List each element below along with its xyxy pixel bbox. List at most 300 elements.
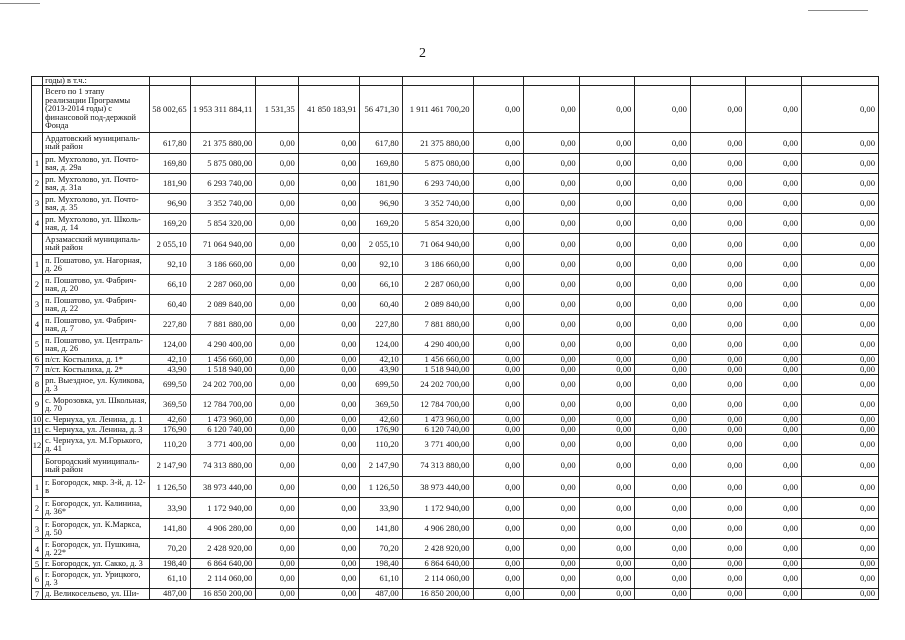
row-name-cell: Богородский муниципаль-ный район <box>43 455 150 477</box>
value-cell: 0,00 <box>635 455 691 477</box>
value-cell: 0,00 <box>635 133 691 154</box>
value-cell: 0,00 <box>524 315 580 335</box>
table-row <box>32 415 879 425</box>
value-cell: 7 881 880,00 <box>402 315 473 335</box>
value-cell: 0,00 <box>635 214 691 234</box>
value-cell: 0,00 <box>635 375 691 395</box>
value-cell: 0,00 <box>690 589 746 599</box>
value-cell: 0,00 <box>579 455 635 477</box>
value-cell: 0,00 <box>256 395 298 415</box>
value-cell: 5 854 320,00 <box>190 214 256 234</box>
value-cell: 0,00 <box>746 214 802 234</box>
value-cell: 0,00 <box>690 539 746 559</box>
value-cell: 699,50 <box>360 375 402 395</box>
value-cell: 0,00 <box>690 86 746 133</box>
value-cell: 0,00 <box>746 275 802 295</box>
value-cell: 60,40 <box>360 295 402 315</box>
table-row <box>32 559 879 569</box>
value-cell: 0,00 <box>298 415 360 425</box>
value-cell: 169,80 <box>150 154 190 174</box>
value-cell: 0,00 <box>298 589 360 599</box>
value-cell: 71 064 940,00 <box>402 234 473 255</box>
value-cell: 0,00 <box>473 295 524 315</box>
value-cell: 0,00 <box>635 234 691 255</box>
value-cell: 4 290 400,00 <box>190 335 256 355</box>
value-cell: 487,00 <box>150 589 190 599</box>
value-cell: 96,90 <box>150 194 190 214</box>
value-cell: 0,00 <box>746 539 802 559</box>
value-cell: 0,00 <box>524 194 580 214</box>
value-cell: 0,00 <box>802 154 879 174</box>
value-cell: 0,00 <box>635 415 691 425</box>
value-cell: 0,00 <box>690 275 746 295</box>
value-cell: 42,60 <box>150 415 190 425</box>
value-cell: 0,00 <box>256 415 298 425</box>
value-cell: 61,10 <box>360 569 402 589</box>
value-cell: 0,00 <box>524 275 580 295</box>
value-cell: 0,00 <box>635 174 691 194</box>
row-number-cell: 1 <box>32 154 43 174</box>
value-cell: 0,00 <box>256 559 298 569</box>
value-cell: 24 202 700,00 <box>402 375 473 395</box>
row-number-cell: 9 <box>32 395 43 415</box>
value-cell: 0,00 <box>635 569 691 589</box>
table-row <box>32 86 879 133</box>
value-cell: 0,00 <box>635 255 691 275</box>
value-cell: 6 120 740,00 <box>402 425 473 435</box>
value-cell: 0,00 <box>802 477 879 498</box>
value-cell: 0,00 <box>473 275 524 295</box>
value-cell: 5 875 080,00 <box>190 154 256 174</box>
value-cell: 0,00 <box>746 375 802 395</box>
value-cell: 0,00 <box>256 569 298 589</box>
value-cell: 0,00 <box>256 365 298 375</box>
value-cell: 0,00 <box>256 498 298 519</box>
value-cell: 198,40 <box>360 559 402 569</box>
value-cell: 12 784 700,00 <box>402 395 473 415</box>
value-cell: 0,00 <box>524 335 580 355</box>
value-cell: 0,00 <box>746 335 802 355</box>
value-cell: 0,00 <box>298 498 360 519</box>
value-cell: 110,20 <box>150 435 190 455</box>
row-name-cell: г. Богородск, мкр. 3-й, д. 12-в <box>43 477 150 498</box>
value-cell: 92,10 <box>150 255 190 275</box>
value-cell: 2 287 060,00 <box>190 275 256 295</box>
value-cell: 71 064 940,00 <box>190 234 256 255</box>
value-cell: 0,00 <box>746 559 802 569</box>
row-name-cell: Всего по 1 этапу реализации Программы (2013-2014 годы) с финансовой под-держкой Фонда <box>43 86 150 133</box>
value-cell: 0,00 <box>256 295 298 315</box>
value-cell: 617,80 <box>360 133 402 154</box>
value-cell: 169,20 <box>360 214 402 234</box>
value-cell: 0,00 <box>298 477 360 498</box>
value-cell: 0,00 <box>256 133 298 154</box>
value-cell: 0,00 <box>473 154 524 174</box>
value-cell: 0,00 <box>746 86 802 133</box>
row-number-cell <box>32 77 43 86</box>
value-cell: 0,00 <box>579 275 635 295</box>
value-cell: 0,00 <box>746 415 802 425</box>
value-cell: 43,90 <box>150 365 190 375</box>
value-cell: 0,00 <box>256 214 298 234</box>
value-cell: 0,00 <box>473 589 524 599</box>
value-cell: 0,00 <box>690 315 746 335</box>
value-cell: 0,00 <box>524 133 580 154</box>
value-cell: 1 473 960,00 <box>190 415 256 425</box>
value-cell: 1 126,50 <box>360 477 402 498</box>
value-cell: 24 202 700,00 <box>190 375 256 395</box>
value-cell: 0,00 <box>473 569 524 589</box>
value-cell: 0,00 <box>256 375 298 395</box>
value-cell: 70,20 <box>360 539 402 559</box>
value-cell: 0,00 <box>802 275 879 295</box>
value-cell: 0,00 <box>635 498 691 519</box>
value-cell: 0,00 <box>635 559 691 569</box>
value-cell: 6 864 640,00 <box>402 559 473 569</box>
row-name-cell: п/ст. Костылиха, д. 2* <box>43 365 150 375</box>
value-cell: 0,00 <box>524 174 580 194</box>
value-cell: 0,00 <box>635 335 691 355</box>
value-cell: 0,00 <box>524 295 580 315</box>
value-cell: 0,00 <box>256 335 298 355</box>
value-cell: 0,00 <box>256 477 298 498</box>
value-cell: 0,00 <box>579 539 635 559</box>
value-cell: 0,00 <box>256 194 298 214</box>
value-cell: 0,00 <box>746 519 802 539</box>
value-cell: 0,00 <box>635 315 691 335</box>
value-cell: 0,00 <box>579 519 635 539</box>
value-cell: 699,50 <box>150 375 190 395</box>
value-cell: 1 518 940,00 <box>402 365 473 375</box>
value-cell: 42,10 <box>360 355 402 365</box>
value-cell: 0,00 <box>802 589 879 599</box>
value-cell: 0,00 <box>524 519 580 539</box>
value-cell: 0,00 <box>256 519 298 539</box>
value-cell: 0,00 <box>473 415 524 425</box>
value-cell: 0,00 <box>256 275 298 295</box>
value-cell: 0,00 <box>746 255 802 275</box>
value-cell: 0,00 <box>579 86 635 133</box>
value-cell: 617,80 <box>150 133 190 154</box>
value-cell: 0,00 <box>524 477 580 498</box>
value-cell: 5 875 080,00 <box>402 154 473 174</box>
value-cell: 21 375 880,00 <box>190 133 256 154</box>
row-number-cell <box>32 234 43 255</box>
value-cell: 0,00 <box>473 355 524 365</box>
value-cell: 6 293 740,00 <box>402 174 473 194</box>
row-number-cell: 2 <box>32 498 43 519</box>
value-cell: 42,10 <box>150 355 190 365</box>
value-cell: 0,00 <box>298 455 360 477</box>
value-cell: 0,00 <box>579 435 635 455</box>
value-cell: 0,00 <box>746 154 802 174</box>
housing-program-table <box>31 76 879 600</box>
value-cell: 0,00 <box>524 375 580 395</box>
row-name-cell: Ардатовский муниципаль-ный район <box>43 133 150 154</box>
value-cell: 0,00 <box>635 194 691 214</box>
value-cell: 0,00 <box>524 365 580 375</box>
value-cell: 0,00 <box>298 214 360 234</box>
value-cell: 16 850 200,00 <box>402 589 473 599</box>
value-cell: 1 456 660,00 <box>190 355 256 365</box>
value-cell: 0,00 <box>298 519 360 539</box>
value-cell: 0,00 <box>473 214 524 234</box>
value-cell: 0,00 <box>690 519 746 539</box>
value-cell: 0,00 <box>579 569 635 589</box>
value-cell: 369,50 <box>360 395 402 415</box>
row-name-cell: с. Чернуха, ул. М.Горького, д. 41 <box>43 435 150 455</box>
table-row <box>32 375 879 395</box>
row-number-cell: 7 <box>32 589 43 599</box>
row-number-cell: 4 <box>32 539 43 559</box>
value-cell: 0,00 <box>690 214 746 234</box>
value-cell: 0,00 <box>473 315 524 335</box>
value-cell: 0,00 <box>579 355 635 365</box>
value-cell: 0,00 <box>579 154 635 174</box>
value-cell: 124,00 <box>360 335 402 355</box>
value-cell: 0,00 <box>524 86 580 133</box>
value-cell: 92,10 <box>360 255 402 275</box>
row-number-cell: 1 <box>32 477 43 498</box>
value-cell: 0,00 <box>802 335 879 355</box>
value-cell: 0,00 <box>524 498 580 519</box>
value-cell: 4 906 280,00 <box>190 519 256 539</box>
row-number-cell: 2 <box>32 275 43 295</box>
value-cell: 0,00 <box>298 435 360 455</box>
value-cell: 0,00 <box>690 335 746 355</box>
table-row <box>32 154 879 174</box>
value-cell: 0,00 <box>579 214 635 234</box>
value-cell: 56 471,30 <box>360 86 402 133</box>
value-cell: 0,00 <box>690 415 746 425</box>
row-number-cell: 4 <box>32 315 43 335</box>
value-cell: 0,00 <box>802 295 879 315</box>
table-row <box>32 455 879 477</box>
value-cell: 0,00 <box>524 214 580 234</box>
value-cell: 0,00 <box>298 569 360 589</box>
value-cell: 0,00 <box>298 355 360 365</box>
table-row <box>32 365 879 375</box>
row-name-cell: с. Чернуха, ул. Ленина, д. 1 <box>43 415 150 425</box>
value-cell: 198,40 <box>150 559 190 569</box>
value-cell: 60,40 <box>150 295 190 315</box>
row-number-cell <box>32 455 43 477</box>
value-cell: 0,00 <box>256 174 298 194</box>
row-number-cell: 10 <box>32 414 42 425</box>
value-cell: 0,00 <box>635 519 691 539</box>
value-cell: 70,20 <box>150 539 190 559</box>
value-cell: 0,00 <box>746 395 802 415</box>
value-cell: 0,00 <box>746 234 802 255</box>
value-cell: 5 854 320,00 <box>402 214 473 234</box>
value-cell: 4 290 400,00 <box>402 335 473 355</box>
row-name-cell: д. Великосельево, ул. Ши- <box>43 589 150 599</box>
value-cell: 0,00 <box>298 425 360 435</box>
value-cell: 487,00 <box>360 589 402 599</box>
value-cell: 0,00 <box>635 365 691 375</box>
value-cell: 1 911 461 700,20 <box>402 86 473 133</box>
row-name-cell: п. Пошатово, ул. Фабрич-ная, д. 7 <box>43 315 150 335</box>
value-cell: 141,80 <box>360 519 402 539</box>
value-cell: 42,60 <box>360 415 402 425</box>
value-cell: 0,00 <box>524 415 580 425</box>
row-name-cell: п/ст. Костылиха, д. 1* <box>43 355 150 365</box>
row-number-cell: 3 <box>32 519 43 539</box>
value-cell: 7 881 880,00 <box>190 315 256 335</box>
table-row <box>32 355 879 365</box>
value-cell: 1 126,50 <box>150 477 190 498</box>
table-row <box>32 214 879 234</box>
value-cell: 2 114 060,00 <box>402 569 473 589</box>
value-cell: 0,00 <box>298 234 360 255</box>
value-cell: 0,00 <box>473 86 524 133</box>
value-cell: 0,00 <box>473 455 524 477</box>
value-cell: 0,00 <box>802 559 879 569</box>
value-cell: 0,00 <box>802 194 879 214</box>
value-cell: 0,00 <box>746 365 802 375</box>
value-cell: 1 172 940,00 <box>190 498 256 519</box>
value-cell: 0,00 <box>635 539 691 559</box>
value-cell: 0,00 <box>746 315 802 335</box>
value-cell: 0,00 <box>746 355 802 365</box>
value-cell: 0,00 <box>473 539 524 559</box>
value-cell: 2 114 060,00 <box>190 569 256 589</box>
value-cell: 0,00 <box>802 174 879 194</box>
value-cell: 3 186 660,00 <box>190 255 256 275</box>
value-cell: 96,90 <box>360 194 402 214</box>
value-cell: 0,00 <box>473 519 524 539</box>
value-cell: 0,00 <box>635 86 691 133</box>
row-name-cell: годы) в т.ч.: <box>43 77 150 86</box>
value-cell: 43,90 <box>360 365 402 375</box>
value-cell: 0,00 <box>635 275 691 295</box>
value-cell: 0,00 <box>473 335 524 355</box>
value-cell: 0,00 <box>635 435 691 455</box>
value-cell: 0,00 <box>524 455 580 477</box>
value-cell: 0,00 <box>746 477 802 498</box>
value-cell: 2 089 840,00 <box>402 295 473 315</box>
value-cell: 0,00 <box>256 425 298 435</box>
value-cell: 38 973 440,00 <box>402 477 473 498</box>
value-cell: 12 784 700,00 <box>190 395 256 415</box>
value-cell: 0,00 <box>579 498 635 519</box>
value-cell: 0,00 <box>524 539 580 559</box>
value-cell: 0,00 <box>579 375 635 395</box>
value-cell: 0,00 <box>690 355 746 365</box>
row-number-cell: 6 <box>32 569 43 589</box>
value-cell: 0,00 <box>473 365 524 375</box>
table-row <box>32 335 879 355</box>
value-cell: 0,00 <box>746 455 802 477</box>
row-name-cell: г. Богородск, ул. Пушкина, д. 22* <box>43 539 150 559</box>
value-cell: 0,00 <box>579 295 635 315</box>
value-cell: 227,80 <box>360 315 402 335</box>
value-cell: 0,00 <box>579 315 635 335</box>
row-name-cell: г. Богородск, ул. Сакко, д. 3 <box>43 559 150 569</box>
value-cell: 0,00 <box>746 133 802 154</box>
value-cell: 0,00 <box>256 455 298 477</box>
value-cell: 141,80 <box>150 519 190 539</box>
value-cell: 2 055,10 <box>150 234 190 255</box>
value-cell: 0,00 <box>298 275 360 295</box>
value-cell: 0,00 <box>524 425 580 435</box>
table-row-header-continuation <box>32 77 879 86</box>
value-cell: 176,90 <box>360 425 402 435</box>
value-cell: 0,00 <box>256 255 298 275</box>
value-cell: 0,00 <box>256 154 298 174</box>
value-cell: 74 313 880,00 <box>402 455 473 477</box>
value-cell: 1 456 660,00 <box>402 355 473 365</box>
row-number-cell: 3 <box>32 194 43 214</box>
row-name-cell: п. Пошатово, ул. Фабрич-ная, д. 20 <box>43 275 150 295</box>
value-cell: 0,00 <box>635 589 691 599</box>
value-cell: 1 172 940,00 <box>402 498 473 519</box>
row-number-cell: 5 <box>32 335 43 355</box>
row-name-cell: г. Богородск, ул. Калинина, д. 36* <box>43 498 150 519</box>
value-cell: 0,00 <box>746 194 802 214</box>
value-cell: 0,00 <box>690 395 746 415</box>
row-number-cell: 12 <box>32 435 43 455</box>
value-cell: 0,00 <box>635 477 691 498</box>
row-number-cell: 7 <box>32 365 43 375</box>
value-cell: 0,00 <box>579 234 635 255</box>
row-number-cell: 8 <box>32 375 43 395</box>
value-cell: 0,00 <box>635 295 691 315</box>
page-number: 2 <box>419 46 426 61</box>
row-name-cell: г. Богородск, ул. К.Маркса, д. 50 <box>43 519 150 539</box>
value-cell: 21 375 880,00 <box>402 133 473 154</box>
row-name-cell: с. Чернуха, ул. Ленина, д. 3 <box>43 425 150 435</box>
value-cell: 0,00 <box>690 569 746 589</box>
value-cell: 0,00 <box>579 194 635 214</box>
value-cell: 1 473 960,00 <box>402 415 473 425</box>
value-cell: 0,00 <box>256 589 298 599</box>
value-cell: 3 771 400,00 <box>402 435 473 455</box>
value-cell: 0,00 <box>690 559 746 569</box>
value-cell: 3 352 740,00 <box>190 194 256 214</box>
value-cell: 0,00 <box>473 395 524 415</box>
row-number-cell: 5 <box>32 559 43 569</box>
value-cell: 0,00 <box>473 498 524 519</box>
value-cell: 0,00 <box>579 365 635 375</box>
value-cell: 0,00 <box>635 355 691 365</box>
table-row <box>32 589 879 599</box>
value-cell: 0,00 <box>690 498 746 519</box>
value-cell: 0,00 <box>746 425 802 435</box>
value-cell: 0,00 <box>746 295 802 315</box>
value-cell: 0,00 <box>298 295 360 315</box>
table-row <box>32 275 879 295</box>
value-cell: 3 186 660,00 <box>402 255 473 275</box>
value-cell: 0,00 <box>690 174 746 194</box>
value-cell: 0,00 <box>690 234 746 255</box>
value-cell: 6 864 640,00 <box>190 559 256 569</box>
value-cell: 66,10 <box>360 275 402 295</box>
value-cell: 0,00 <box>802 455 879 477</box>
value-cell: 0,00 <box>524 154 580 174</box>
table-row <box>32 569 879 589</box>
value-cell: 0,00 <box>746 589 802 599</box>
value-cell: 58 002,65 <box>150 86 190 133</box>
value-cell: 1 531,35 <box>256 86 298 133</box>
value-cell: 0,00 <box>802 395 879 415</box>
table-row <box>32 395 879 415</box>
row-number-cell <box>32 133 43 154</box>
value-cell: 0,00 <box>298 365 360 375</box>
value-cell: 0,00 <box>256 435 298 455</box>
table-row <box>32 133 879 154</box>
row-name-cell: рп. Выездное, ул. Куликова, д. 3 <box>43 375 150 395</box>
